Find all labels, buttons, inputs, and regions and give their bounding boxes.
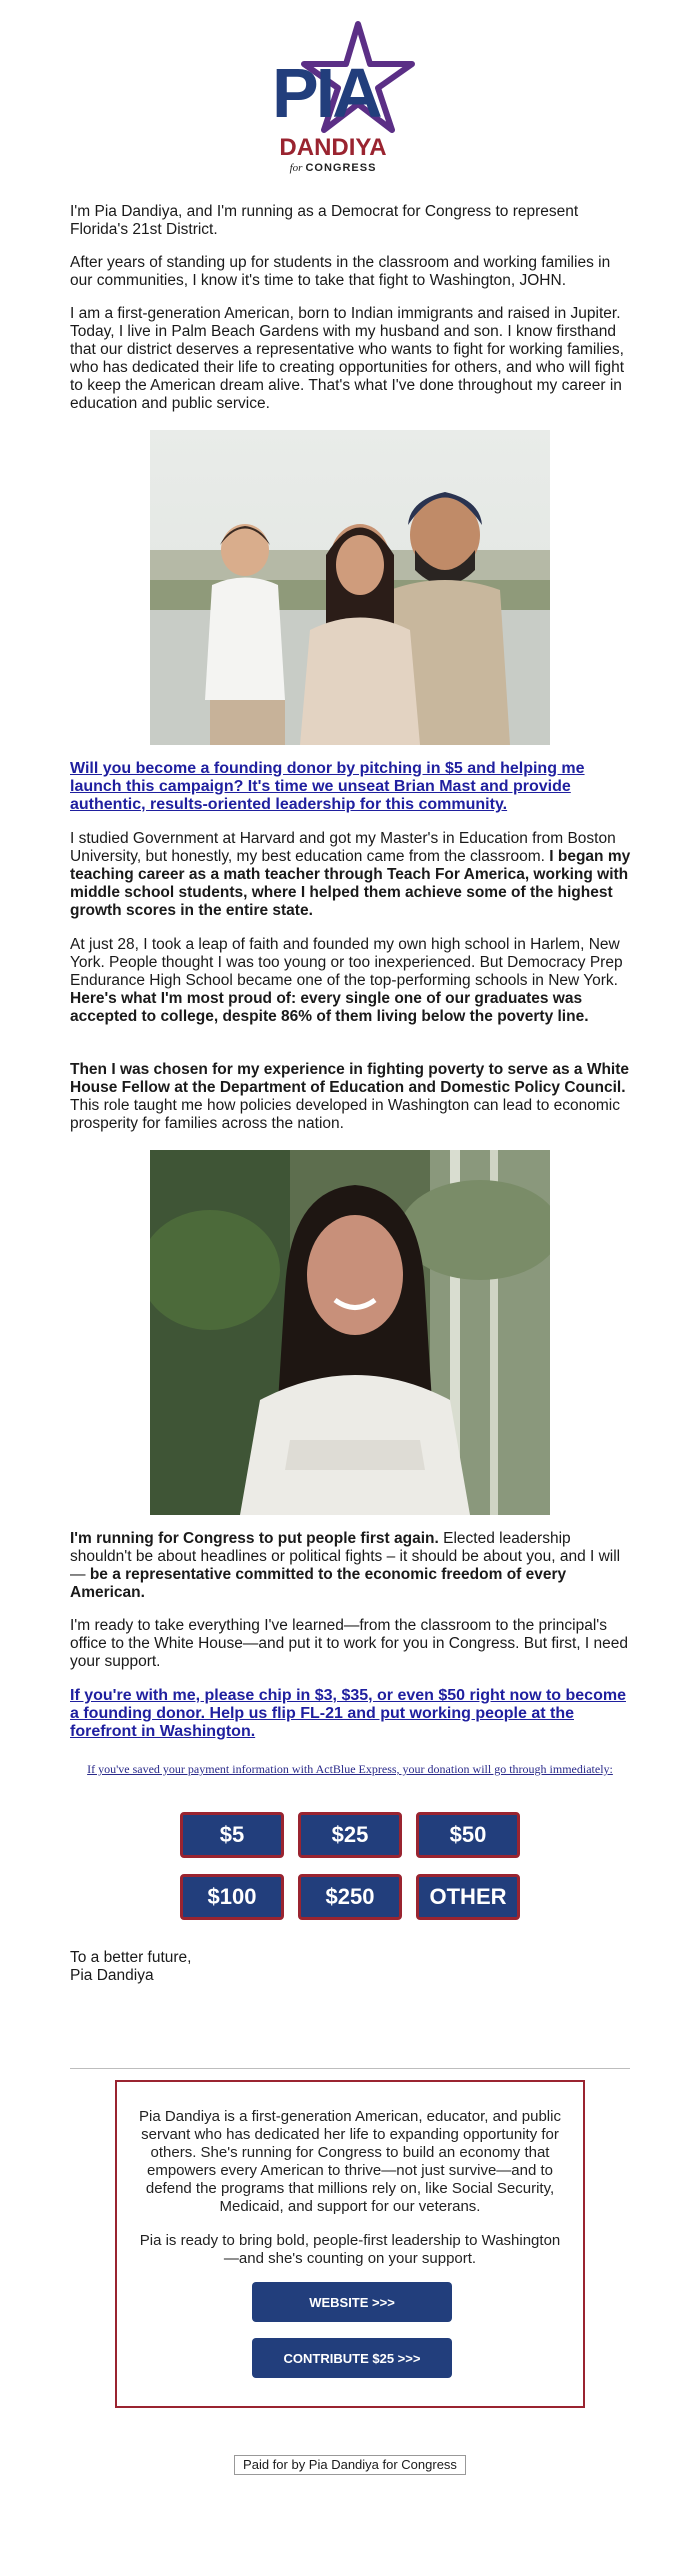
- running-paragraph-1: [70, 1530, 635, 1602]
- footer-ready: Pia is ready to bring bold, people-first leadership to Washington—and she's counting on your support.: [139, 2232, 561, 2267]
- contribute-25-button[interactable]: CONTRIBUTE $25 >>>: [252, 2338, 452, 2378]
- chip-in-link[interactable]: If you're with me, please chip in $3, $35, or even $50 right now to become a founding donor. Help us flip FL-21 and put working people at the forefront in Washington.: [70, 1687, 626, 1740]
- intro-paragraph-3: I am a first-generation American, born to Indian immigrants and raised in Jupiter. Today, I live in Palm Beach Gardens with my husband and son. I know firsthand that our district deserves a representative who wants to fight for working families, who has dedicated their life to creating opportunities for others, and who will fight to keep the American dream alive. That's what I've done throughout my career in education and public service.: [70, 305, 625, 412]
- running-text-1: Elected leadership shouldn't be about headlines or political fights – it should be about you, and I will —: [70, 1530, 621, 1583]
- website-button[interactable]: WEBSITE >>>: [252, 2282, 452, 2322]
- donate-50-button[interactable]: $50: [416, 1812, 520, 1858]
- story-paragraph-1: [70, 830, 635, 920]
- intro-paragraph-2: After years of standing up for students in the classroom and working families in our communities, I know it's time to take that fight to Washington, JOHN.: [70, 254, 611, 289]
- footer-divider: [70, 2068, 630, 2069]
- actblue-express-link[interactable]: If you've saved your payment information with ActBlue Express, your donation will go through immediately:: [87, 1762, 613, 1776]
- family-photo: [150, 430, 550, 745]
- signoff-line-1: To a better future,: [70, 1949, 192, 1966]
- running-bold-2: be a representative committed to the economic freedom of every American.: [70, 1566, 567, 1601]
- donate-25-button[interactable]: $25: [298, 1812, 402, 1858]
- campaign-logo: [250, 18, 450, 188]
- story-paragraph-3: [70, 1061, 635, 1133]
- candidate-portrait-photo: [150, 1150, 550, 1515]
- logo-last-name: DANDIYA: [279, 134, 387, 161]
- running-bold-1: I'm running for Congress to put people first again.: [70, 1530, 439, 1547]
- story-1-text: I studied Government at Harvard and got my Master's in Education from Boston University, but honestly, my best education came from the classroom.: [70, 830, 616, 865]
- running-paragraph-2: I'm ready to take everything I've learned—from the classroom to the principal's office to the White House—and put it to work for you in Congress. But first, I need your support.: [70, 1617, 628, 1670]
- footer-bio: Pia Dandiya is a first-generation American, educator, and public servant who has dedicated her life to expanding opportunity for others. She's running for Congress to build an economy that empowers every American to thrive—not just survive—and to defend the programs that millions rely on, like Social Security, Medicaid, and support for our veterans.: [139, 2108, 561, 2215]
- story-paragraph-2: [70, 936, 635, 1026]
- donate-250-button[interactable]: $250: [298, 1874, 402, 1920]
- story-1-bold: I began my teaching career as a math teacher through Teach For America, working with middle school students, where I helped them achieve some of the highest growth scores in the entire state.: [70, 848, 631, 919]
- signoff-line-2: Pia Dandiya: [70, 1967, 154, 1984]
- story-3-bold: Then I was chosen for my experience in fighting poverty to serve as a White House Fellow at the Department of Education and Domestic Policy Council.: [70, 1061, 630, 1096]
- intro-paragraph-1: I'm Pia Dandiya, and I'm running as a Democrat for Congress to represent Florida's 21st District.: [70, 203, 579, 238]
- donate-other-button[interactable]: OTHER: [416, 1874, 520, 1920]
- donate-100-button[interactable]: $100: [180, 1874, 284, 1920]
- donate-5-button[interactable]: $5: [180, 1812, 284, 1858]
- story-3-text: This role taught me how policies developed in Washington can lead to economic prosperity for families across the nation.: [70, 1097, 620, 1132]
- footer-bio-box: [115, 2080, 585, 2408]
- story-2-bold: Here's what I'm most proud of: every single one of our graduates was accepted to college, despite 86% of them living below the poverty line.: [70, 990, 589, 1025]
- paid-for-disclaimer: Paid for by Pia Dandiya for Congress: [234, 2455, 466, 2475]
- logo-congress: CONGRESS: [305, 162, 377, 174]
- founding-donor-link[interactable]: Will you become a founding donor by pitching in $5 and helping me launch this campaign? It's time we unseat Brian Mast and provide authentic, results-oriented leadership for this community.: [70, 760, 585, 813]
- logo-first-name: PIA: [272, 54, 380, 132]
- logo-for: for: [289, 162, 303, 174]
- story-2-text: At just 28, I took a leap of faith and founded my own high school in Harlem, New York. People thought I was too young or too inexperienced. But Democracy Prep Endurance High School became one of the top-performing schools in New York.: [70, 936, 623, 989]
